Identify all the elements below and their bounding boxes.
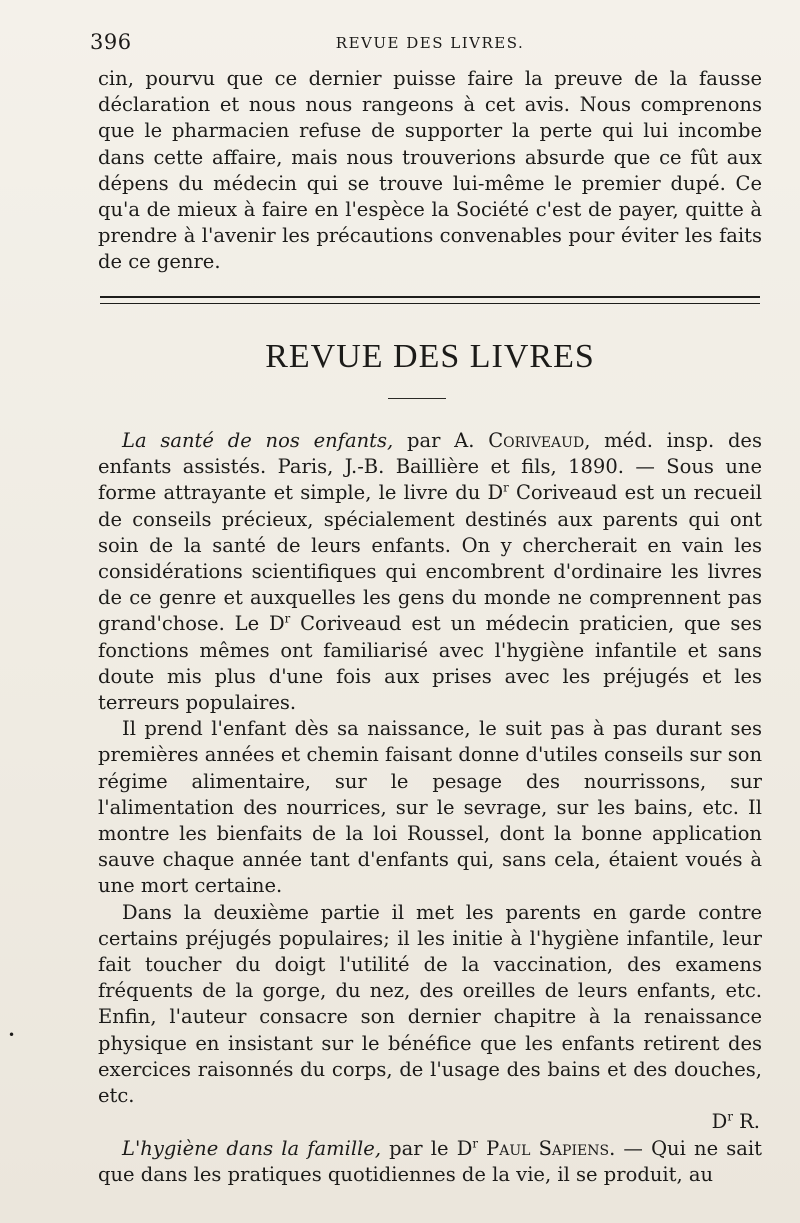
book-review-coriveaud xyxy=(98,428,762,1135)
book-title: L'hygiène dans la famille, xyxy=(122,1137,382,1160)
paragraph: L'hygiène dans la famille, par le $D^r$ Paul Sapiens. — Qui ne sait que dans les pratiques quotidiennes de la vie, il se produit, au xyxy=(98,1136,762,1187)
paragraph: cin, pourvu que ce dernier puisse faire la preuve de la fausse déclaration et nous nous rangeons à cet avis. Nous comprenons que le pharmacien refuse de supporter la perte qui lui incombe dans cette affaire, mais nous trouverions absurde que ce fût aux dépens du médecin qui se trouve lui-même le premier dupé. Ce qu'a de mieux à faire en l'espèce la Société c'est de payer, quitte à prendre à l'avenir les précautions convenables pour éviter les faits de ce genre. xyxy=(98,67,762,274)
book-review-sapiens xyxy=(98,1136,762,1188)
reviewer-signature: $D^r$ R. xyxy=(711,1109,760,1134)
margin-mark: • xyxy=(8,1028,16,1042)
paragraph: Il prend l'enfant dès sa naissance, le suit pas à pas durant ses premières années et chemin faisant donne d'utiles conseils sur son régime alimentaire, sur le pesage des nourrissons, sur l'alimentation des nourrices, sur le sevrage, sur les bains, etc. Il montre les bienfaits de la loi Roussel, dont la bonne application sauve chaque année tant d'enfants qui, sans cela, étaient voués à une mort certaine. xyxy=(98,717,762,898)
running-head xyxy=(90,30,770,58)
author-name: Coriveaud xyxy=(488,429,585,452)
previous-section-text xyxy=(98,66,762,276)
book-title: La santé de nos enfants, xyxy=(122,429,394,452)
author-name: Paul Sapiens xyxy=(477,1137,610,1160)
running-title: REVUE DES LIVRES. xyxy=(335,34,525,52)
paragraph: La santé de nos enfants, par A. Coriveaud, méd. insp. des enfants assistés. Paris, J.-B. Baillière et fils, 1890. — Sous une forme attrayante et simple, le livre du $D^r$ Coriveaud est un recueil de conseils précieux, spécialement destinés aux parents qui ont soin de la santé de leurs enfants. On y chercherait en vain les considérations scientifiques qui encombrent d'ordinaire les livres de ce genre et auxquelles les gens du monde ne comprennent pas grand'chose. Le $D^r$ Coriveaud est un médecin praticien, que ses fonctions mêmes ont familiarisé avec l'hygiène infantile et sans doute mis plus d'une fois aux prises avec les préjugés et les terreurs populaires. xyxy=(98,429,762,715)
section-divider xyxy=(100,296,760,304)
title-underline xyxy=(388,398,446,399)
page-number: 396 xyxy=(90,30,132,54)
paragraph: Dans la deuxième partie il met les parents en garde contre certains préjugés populaires; il les initie à l'hygiène infantile, leur fait toucher du doigt l'utilité de la vaccination, des examens fréquents de la gorge, du nez, des oreilles de leurs enfants, etc. Enfin, l'auteur consacre son dernier chapitre à la renaissance physique en insistant sur le bénéfice que les enfants retirent des exercices raisonnés du corps, de l'usage des bains et des douches, etc. xyxy=(98,900,762,1108)
section-title: REVUE DES LIVRES xyxy=(265,338,595,375)
